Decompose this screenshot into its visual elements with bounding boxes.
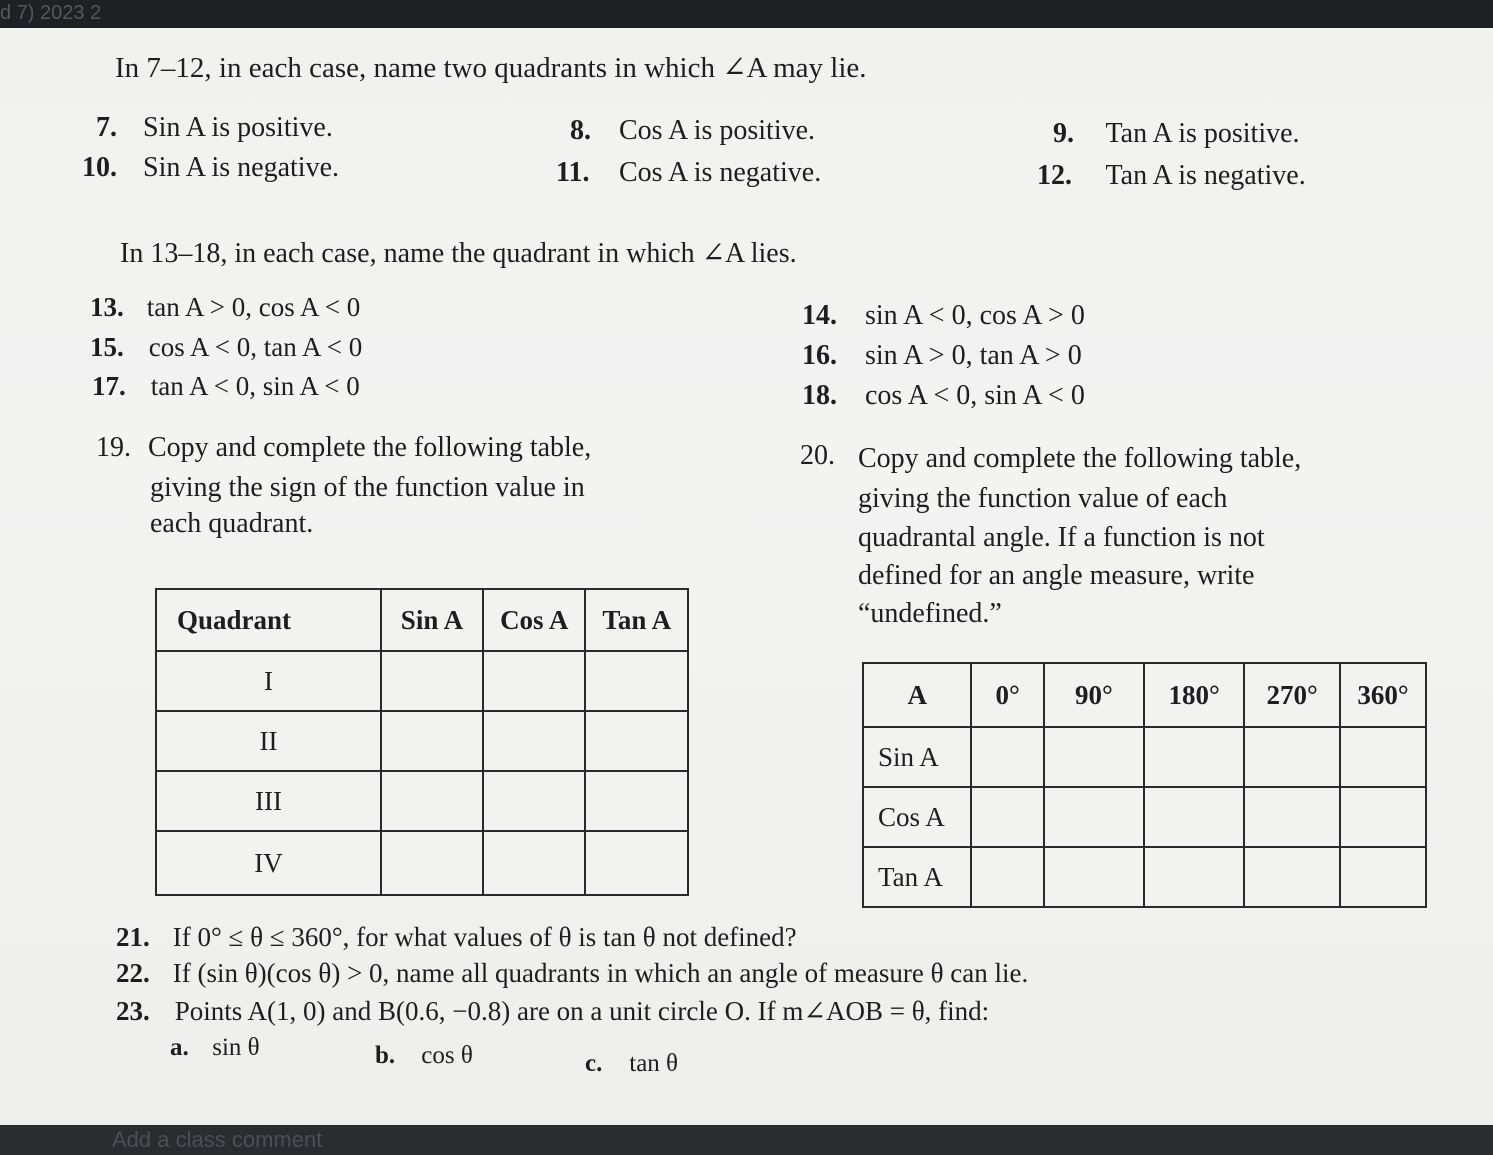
item-18: 18. cos A < 0, sin A < 0 bbox=[802, 380, 1085, 411]
item-17: 17. tan A < 0, sin A < 0 bbox=[92, 371, 360, 401]
item-11: 11. Cos A is negative. bbox=[556, 157, 822, 188]
q19-line-3: each quadrant. bbox=[150, 508, 314, 539]
table-row-label: Cos A bbox=[863, 787, 971, 847]
q23-part-b: b. cos θ bbox=[375, 1042, 473, 1069]
class-comment-input[interactable]: Add a class comment bbox=[112, 1127, 323, 1152]
table-row-label: Tan A bbox=[863, 847, 971, 907]
item-8: 8. Cos A is positive. bbox=[570, 115, 816, 146]
q20-line-5: “undefined.” bbox=[858, 598, 1002, 629]
q20-number: 20. bbox=[800, 440, 835, 471]
answer-cell bbox=[1044, 727, 1144, 787]
item-12: 12. Tan A is negative. bbox=[1037, 160, 1306, 191]
answer-cell bbox=[585, 651, 688, 711]
top-crumb: d 7) 2023 2 bbox=[0, 2, 102, 24]
answer-cell bbox=[585, 771, 688, 831]
answer-cell bbox=[381, 831, 483, 895]
answer-cell bbox=[483, 831, 585, 895]
answer-cell bbox=[1044, 787, 1144, 847]
quadrantal-angle-table bbox=[862, 662, 1427, 908]
item-16: 16. sin A > 0, tan A > 0 bbox=[802, 340, 1082, 371]
answer-cell bbox=[1244, 727, 1340, 787]
q21: 21. If 0° ≤ θ ≤ 360°, for what values of θ is tan θ not defined? bbox=[116, 922, 797, 952]
q20-line-4: defined for an angle measure, write bbox=[858, 560, 1255, 591]
item-14: 14. sin A < 0, cos A > 0 bbox=[802, 300, 1085, 331]
q23: 23. Points A(1, 0) and B(0.6, −0.8) are on a unit circle O. If m∠AOB = θ, find: bbox=[116, 996, 990, 1026]
q19-line-2: giving the sign of the function value in bbox=[150, 472, 585, 503]
item-7: 7. Sin A is positive. bbox=[96, 112, 333, 143]
item-9: 9. Tan A is positive. bbox=[1053, 118, 1300, 149]
item-15: 15. cos A < 0, tan A < 0 bbox=[90, 332, 363, 362]
answer-cell bbox=[381, 771, 483, 831]
q23-part-c: c. tan θ bbox=[585, 1050, 679, 1077]
answer-cell bbox=[1340, 727, 1426, 787]
table-header: Quadrant bbox=[156, 589, 381, 651]
answer-cell bbox=[1340, 847, 1426, 907]
table-header: A bbox=[863, 663, 971, 727]
answer-cell bbox=[1144, 847, 1244, 907]
q22: 22. If (sin θ)(cos θ) > 0, name all quadrants in which an angle of measure θ can lie. bbox=[116, 958, 1029, 988]
answer-cell bbox=[1244, 787, 1340, 847]
answer-cell bbox=[483, 711, 585, 771]
table-header: Tan A bbox=[585, 589, 688, 651]
table-header: 180° bbox=[1144, 663, 1244, 727]
answer-cell bbox=[1340, 787, 1426, 847]
table-row-label: III bbox=[156, 771, 381, 831]
table-header: 0° bbox=[971, 663, 1044, 727]
section1-intro: In 7–12, in each case, name two quadrants in which ∠A may lie. bbox=[115, 52, 867, 84]
answer-cell bbox=[585, 831, 688, 895]
answer-cell bbox=[1144, 727, 1244, 787]
q19-number: 19. bbox=[96, 432, 131, 463]
answer-cell bbox=[1144, 787, 1244, 847]
answer-cell bbox=[971, 787, 1044, 847]
table-row-label: Sin A bbox=[863, 727, 971, 787]
answer-cell bbox=[483, 771, 585, 831]
answer-cell bbox=[1244, 847, 1340, 907]
table-row-label: II bbox=[156, 711, 381, 771]
item-10: 10. Sin A is negative. bbox=[82, 152, 339, 183]
table-header: Sin A bbox=[381, 589, 483, 651]
answer-cell bbox=[971, 727, 1044, 787]
table-header: 270° bbox=[1244, 663, 1340, 727]
section2-intro: In 13–18, in each case, name the quadrant in which ∠A lies. bbox=[120, 238, 797, 269]
quadrant-sign-table bbox=[155, 588, 689, 896]
item-13: 13. tan A > 0, cos A < 0 bbox=[90, 292, 361, 322]
q20-line-3: quadrantal angle. If a function is not bbox=[858, 522, 1265, 553]
q19-line-1: Copy and complete the following table, bbox=[148, 432, 592, 463]
bottom-bar bbox=[0, 1125, 1493, 1155]
table-row-label: IV bbox=[156, 831, 381, 895]
answer-cell bbox=[381, 711, 483, 771]
table-header: 90° bbox=[1044, 663, 1144, 727]
answer-cell bbox=[585, 711, 688, 771]
answer-cell bbox=[971, 847, 1044, 907]
answer-cell bbox=[381, 651, 483, 711]
table-header: 360° bbox=[1340, 663, 1426, 727]
q20-line-2: giving the function value of each bbox=[858, 483, 1228, 514]
top-bar bbox=[0, 0, 1493, 30]
table-header: Cos A bbox=[483, 589, 585, 651]
q20-line-1: Copy and complete the following table, bbox=[858, 443, 1302, 474]
answer-cell bbox=[1044, 847, 1144, 907]
answer-cell bbox=[483, 651, 585, 711]
table-row-label: I bbox=[156, 651, 381, 711]
q23-part-a: a. sin θ bbox=[170, 1034, 260, 1061]
